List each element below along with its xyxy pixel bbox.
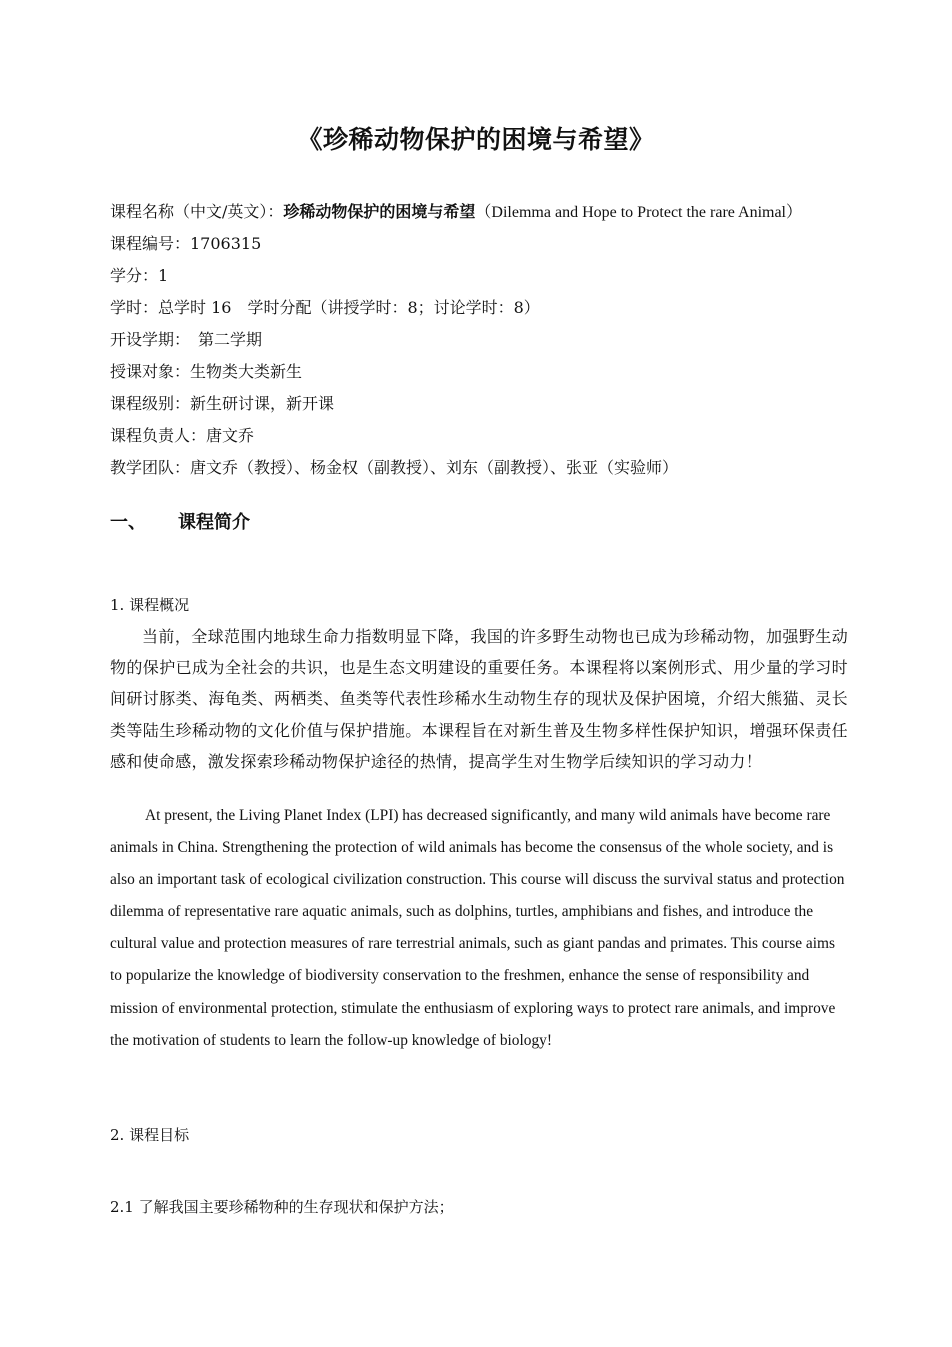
section-number: 一、	[110, 512, 146, 533]
course-name-label: 课程名称（中文/英文）：	[110, 202, 284, 221]
overview-english-paragraph: At present, the Living Planet Index (LPI) has decreased significantly, and many wild animals have become rare animals in China. Strengthening the protection of wild animals has become the consensus of the whole society, and is also an important task of ecological civilization construction. This course will discuss the survival status and protection dilemma of representative rare aquatic animals, such as dolphins, turtles, amphibians and fishes, and introduce the cultural value and protection measures of rare terrestrial animals, such as giant pandas and primates. This course aims to popularize the knowledge of biodiversity conservation to the freshmen, enhance the sense of responsibility and mission of environmental protection, stimulate the enthusiasm of exploring ways to protect rare animals, and improve the motivation of students to learn the follow-up knowledge of biology!	[110, 807, 845, 1049]
leader-line: 课程负责人：唐文乔	[110, 426, 255, 445]
course-name-en: （Dilemma and Hope to Protect the rare Animal）	[475, 204, 803, 221]
credit-line: 学分：1	[110, 266, 169, 285]
objectives-heading: 2. 课程目标	[110, 1126, 190, 1144]
hours-line: 学时：总学时 16 学时分配（讲授学时：8；讨论学时：8）	[110, 298, 540, 317]
objective-item-2-1: 2.1 了解我国主要珍稀物种的生存现状和保护方法；	[110, 1198, 454, 1216]
level-line: 课程级别：新生研讨课，新开课	[110, 394, 335, 413]
course-name-line	[110, 196, 860, 228]
audience-line: 授课对象：生物类大类新生	[110, 362, 303, 381]
overview-heading: 1. 课程概况	[110, 596, 190, 614]
semester-line: 开设学期： 第二学期	[110, 330, 263, 349]
section-heading-intro	[110, 508, 250, 534]
course-name-cn: 珍稀动物保护的困境与希望	[283, 202, 476, 221]
course-info-block	[110, 196, 860, 484]
section-title: 课程简介	[178, 512, 250, 533]
course-code-line: 课程编号：1706315	[110, 234, 262, 253]
team-line: 教学团队：唐文乔（教授）、杨金权（副教授）、刘东（副教授）、张亚（实验师）	[110, 458, 679, 477]
overview-chinese-paragraph: 当前，全球范围内地球生命力指数明显下降，我国的许多野生动物也已成为珍稀动物，加强野生动物的保护已成为全社会的共识，也是生态文明建设的重要任务。本课程将以案例形式、用少量的学习时间研讨豚类、海龟类、两栖类、鱼类等代表性珍稀水生动物生存的现状及保护困境，介绍大熊猫、灵长类等陆生珍稀动物的文化价值与保护措施。本课程旨在对新生普及生物多样性保护知识，增强环保责任感和使命感，激发探索珍稀动物保护途径的热情，提高学生对生物学后续知识的学习动力！	[110, 627, 848, 771]
document-title: 《珍稀动物保护的困境与希望》	[297, 125, 655, 154]
